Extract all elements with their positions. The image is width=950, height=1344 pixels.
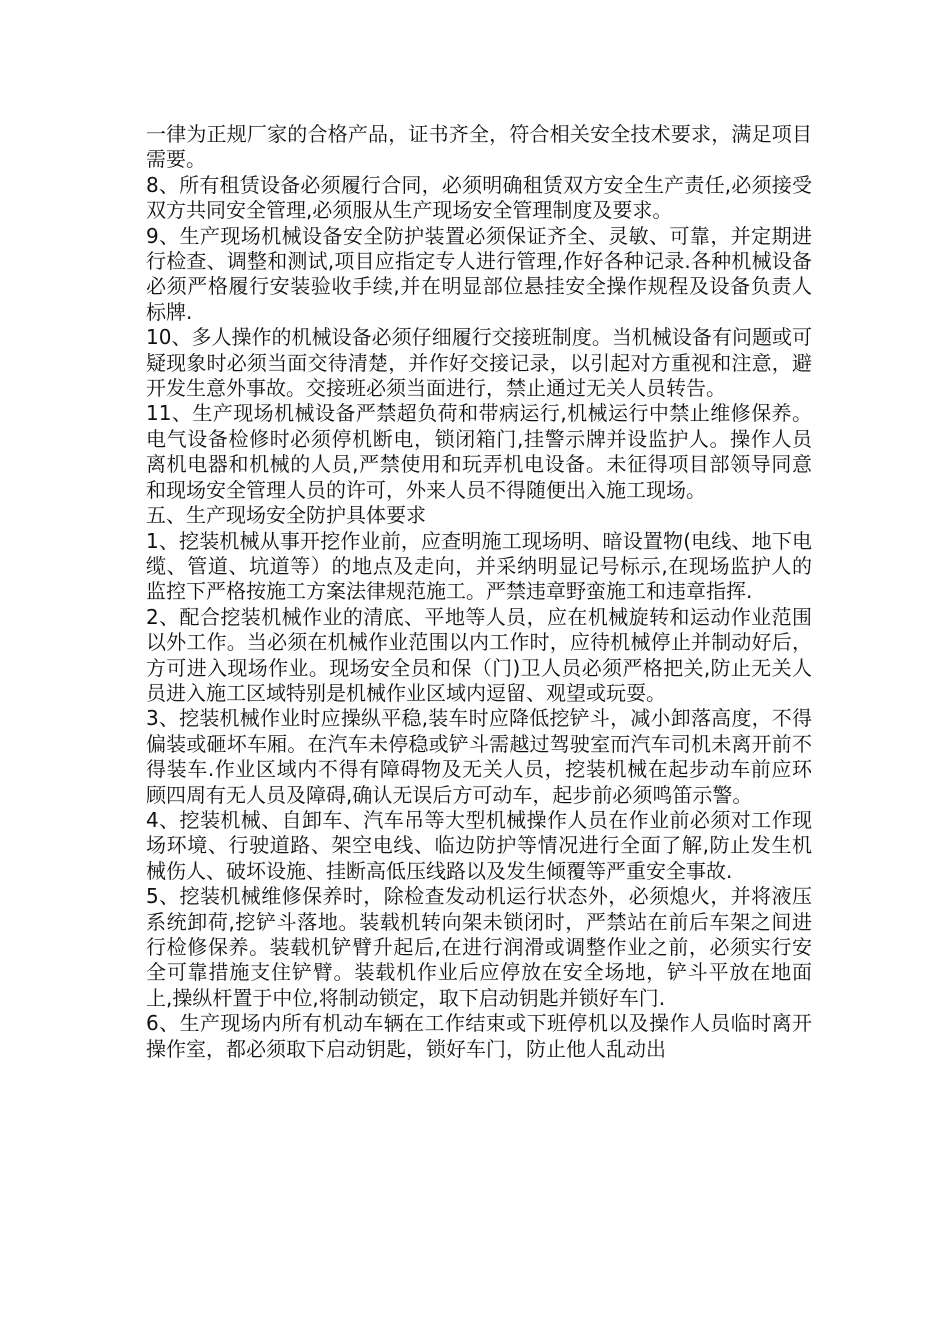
paragraph-section5-item-6: 6、生产现场内所有机动车辆在工作结束或下班停机以及操作人员临时离开操作室，都必须取下启动钥匙，锁好车门，防止他人乱动出 xyxy=(146,1011,812,1061)
paragraph-intro-continuation: 一律为正规厂家的合格产品，证书齐全，符合相关安全技术要求，满足项目需要。 xyxy=(146,122,812,172)
paragraph-item-9: 9、生产现场机械设备安全防护装置必须保证齐全、灵敏、可靠，并定期进行检查、调整和测试,项目应指定专人进行管理,作好各种记录.各种机械设备必须严格履行安装验收手续,并在明显部位悬挂安全操作规程及设备负责人标牌. xyxy=(146,223,812,324)
paragraph-section5-item-1: 1、挖装机械从事开挖作业前，应查明施工现场明、暗设置物(电线、地下电缆、管道、坑道等）的地点及走向，并采纳明显记号标示,在现场监护人的监控下严格按施工方案法律规范施工。严禁违章野蛮施工和违章指挥. xyxy=(146,528,812,604)
paragraph-section5-item-3: 3、挖装机械作业时应操纵平稳,装车时应降低挖铲斗，减小卸落高度，不得偏装或砸坏车厢。在汽车未停稳或铲斗需越过驾驶室而汽车司机未离开前不得装车.作业区域内不得有障碍物及无关人员，挖装机械在起步动车前应环顾四周有无人员及障碍,确认无误后方可动车，起步前必须鸣笛示警。 xyxy=(146,706,812,807)
paragraph-section5-item-4: 4、挖装机械、自卸车、汽车吊等大型机械操作人员在作业前必须对工作现场环境、行驶道路、架空电线、临边防护等情况进行全面了解,防止发生机械伤人、破坏设施、挂断高低压线路以及发生倾覆等严重安全事故. xyxy=(146,807,812,883)
document-body xyxy=(146,122,812,1062)
section-heading-5: 五、生产现场安全防护具体要求 xyxy=(146,503,426,528)
paragraph-section5-item-5: 5、挖装机械维修保养时，除检查发动机运行状态外，必须熄火，并将液压系统卸荷,挖铲斗落地。装载机转向架未锁闭时，严禁站在前后车架之间进行检修保养。装载机铲臂升起后,在进行润滑或调整作业之前，必须实行安全可靠措施支住铲臂。装载机作业后应停放在安全场地，铲斗平放在地面上,操纵杆置于中位,将制动锁定，取下启动钥匙并锁好车门. xyxy=(146,884,812,1010)
paragraph-item-11: 11、生产现场机械设备严禁超负荷和带病运行,机械运行中禁止维修保养。电气设备检修时必须停机断电，锁闭箱门,挂警示牌并设监护人。操作人员离机电器和机械的人员,严禁使用和玩弄机电设备。未征得项目部领导同意和现场安全管理人员的许可，外来人员不得随便出入施工现场。 xyxy=(146,401,812,502)
paragraph-item-10: 10、多人操作的机械设备必须仔细履行交接班制度。当机械设备有问题或可疑现象时必须当面交待清楚，并作好交接记录，以引起对方重视和注意，避开发生意外事故。交接班必须当面进行，禁止通过无关人员转告。 xyxy=(146,325,812,401)
paragraph-item-8: 8、所有租赁设备必须履行合同，必须明确租赁双方安全生产责任,必须接受双方共同安全管理,必须服从生产现场安全管理制度及要求。 xyxy=(146,172,812,223)
paragraph-section5-item-2: 2、配合挖装机械作业的清底、平地等人员，应在机械旋转和运动作业范围以外工作。当必须在机械作业范围以内工作时，应待机械停止并制动好后，方可进入现场作业。现场安全员和保（门)卫人员必须严格把关,防止无关人员进入施工区域特别是机械作业区域内逗留、观望或玩耍。 xyxy=(146,604,812,705)
